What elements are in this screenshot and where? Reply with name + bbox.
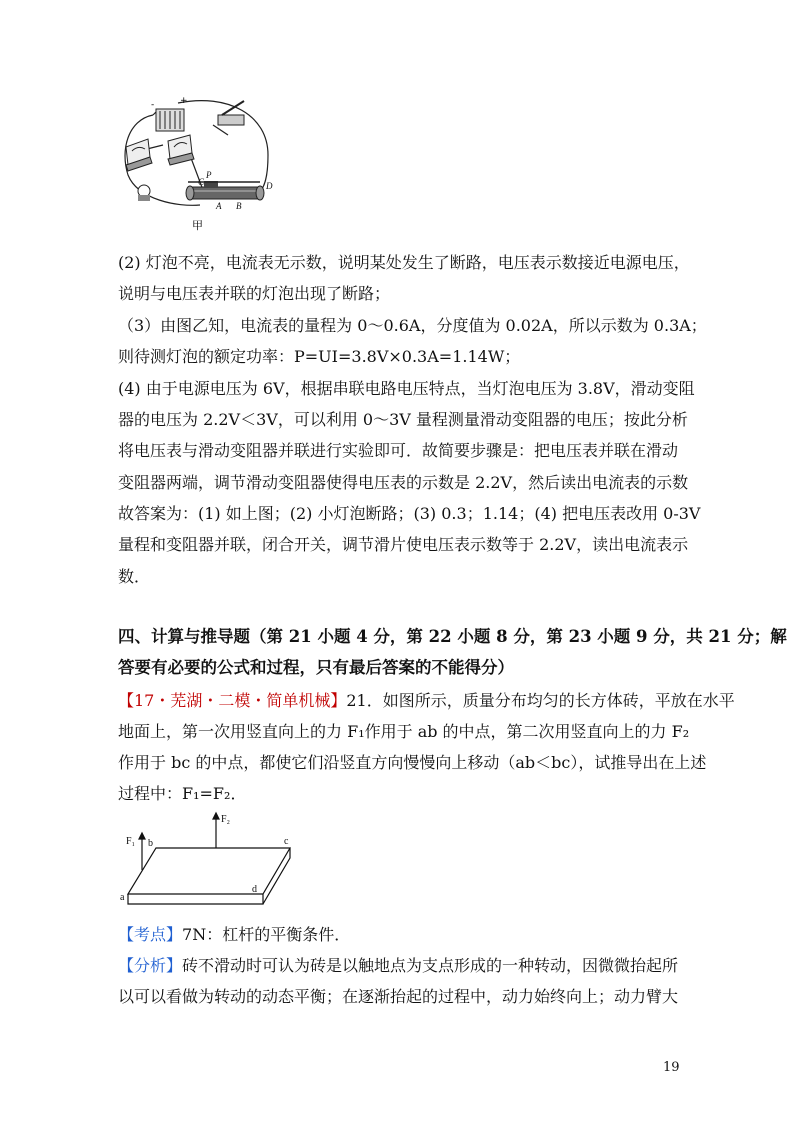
question-line-3: 作用于 bc 的中点，都使它们沿竖直方向慢慢向上移动（ab＜bc），试推导出在上述 bbox=[118, 753, 707, 772]
figure-caption: 甲 bbox=[192, 219, 203, 232]
brick-side-face bbox=[263, 848, 290, 904]
question-source-tag: 【17・芜湖・二模・简单机械】 bbox=[118, 691, 347, 710]
question-line-1 bbox=[118, 690, 735, 712]
svg-text:-: - bbox=[151, 100, 155, 110]
answer-line-6: 器的电压为 2.2V＜3V，可以利用 0～3V 量程测量滑动变阻器的电压；按此分析 bbox=[118, 410, 688, 429]
analysis-text-1: 砖不滑动时可认为砖是以触地点为支点形成的一种转动，因微微抬起所 bbox=[182, 956, 679, 975]
answer-line-8: 变阻器两端，调节滑动变阻器使得电压表的示数是 2.2V，然后读出电流表的示数 bbox=[118, 473, 689, 492]
svg-text:+: + bbox=[180, 96, 188, 106]
knowledge-point-line bbox=[118, 924, 350, 946]
brick-diagram bbox=[118, 808, 308, 920]
brick-front-face bbox=[128, 894, 263, 904]
circuit-diagram bbox=[118, 95, 298, 233]
question-text-1: 21．如图所示，质量分布均匀的长方体砖，平放在水平 bbox=[346, 691, 735, 710]
answer-line-7: 将电压表与滑动变阻器并联进行实验即可．故简要步骤是：把电压表并联在滑动 bbox=[118, 441, 679, 460]
f2-label: F₂ bbox=[221, 814, 231, 825]
knowledge-point-tag: 【考点】 bbox=[118, 925, 183, 944]
switch-icon bbox=[218, 101, 244, 125]
answer-line-1: (2) 灯泡不亮，电流表无示数，说明某处发生了断路，电压表示数接近电源电压， bbox=[118, 253, 690, 272]
answer-line-10: 量程和变阻器并联，闭合开关，调节滑片使电压表示数等于 2.2V，读出电流表示 bbox=[118, 535, 689, 554]
answer-line-5: (4) 由于电源电压为 6V，根据串联电路电压特点，当灯泡电压为 3.8V，滑动变阻 bbox=[118, 379, 695, 398]
answer-line-9: 故答案为：(1) 如上图；(2) 小灯泡断路；(3) 0.3；1.14；(4) 把电压表改用 0‐3V bbox=[118, 504, 701, 523]
ammeter-icon bbox=[126, 139, 152, 171]
label-d: D bbox=[266, 181, 273, 191]
vertex-b-label: b bbox=[148, 838, 153, 849]
analysis-line-1 bbox=[118, 955, 678, 977]
vertex-a-label: a bbox=[120, 892, 125, 903]
brick-top-face bbox=[128, 848, 290, 894]
question-line-2: 地面上，第一次用竖直向上的力 F₁作用于 ab 的中点，第二次用竖直向上的力 F₂ bbox=[118, 722, 690, 741]
label-p: P bbox=[206, 170, 212, 180]
battery-icon bbox=[151, 96, 188, 131]
answer-line-3: （3）由图乙知，电流表的量程为 0～0.6A，分度值为 0.02A，所以示数为 0.3A； bbox=[118, 316, 707, 335]
section-heading-line-2: 答要有必要的公式和过程，只有最后答案的不能得分） bbox=[118, 658, 514, 677]
voltmeter-icon bbox=[168, 135, 194, 165]
vertex-c-label: c bbox=[284, 836, 289, 847]
bulb-icon bbox=[138, 185, 150, 201]
section-heading-line-1: 四、计算与推导题（第 21 小题 4 分，第 22 小题 8 分，第 23 小题 9 分，共 21 分；解 bbox=[118, 627, 787, 646]
label-a: A bbox=[216, 201, 222, 211]
answer-line-11: 数． bbox=[118, 567, 151, 586]
page-number: 19 bbox=[663, 1060, 680, 1075]
label-c: C bbox=[198, 177, 205, 187]
answer-line-4: 则待测灯泡的额定功率：P=UI=3.8V×0.3A=1.14W； bbox=[118, 347, 521, 366]
vertex-d-label: d bbox=[252, 884, 257, 895]
answer-line-2: 说明与电压表并联的灯泡出现了断路； bbox=[118, 284, 391, 303]
analysis-tag: 【分析】 bbox=[118, 956, 183, 975]
question-line-4: 过程中：F₁=F₂． bbox=[118, 784, 247, 803]
label-b: B bbox=[236, 201, 242, 211]
f1-label: F₁ bbox=[126, 836, 136, 847]
knowledge-point-text: 7N：杠杆的平衡条件． bbox=[182, 925, 351, 944]
analysis-line-2: 以可以看做为转动的动态平衡；在逐渐抬起的过程中，动力始终向上；动力臂大 bbox=[118, 987, 679, 1006]
